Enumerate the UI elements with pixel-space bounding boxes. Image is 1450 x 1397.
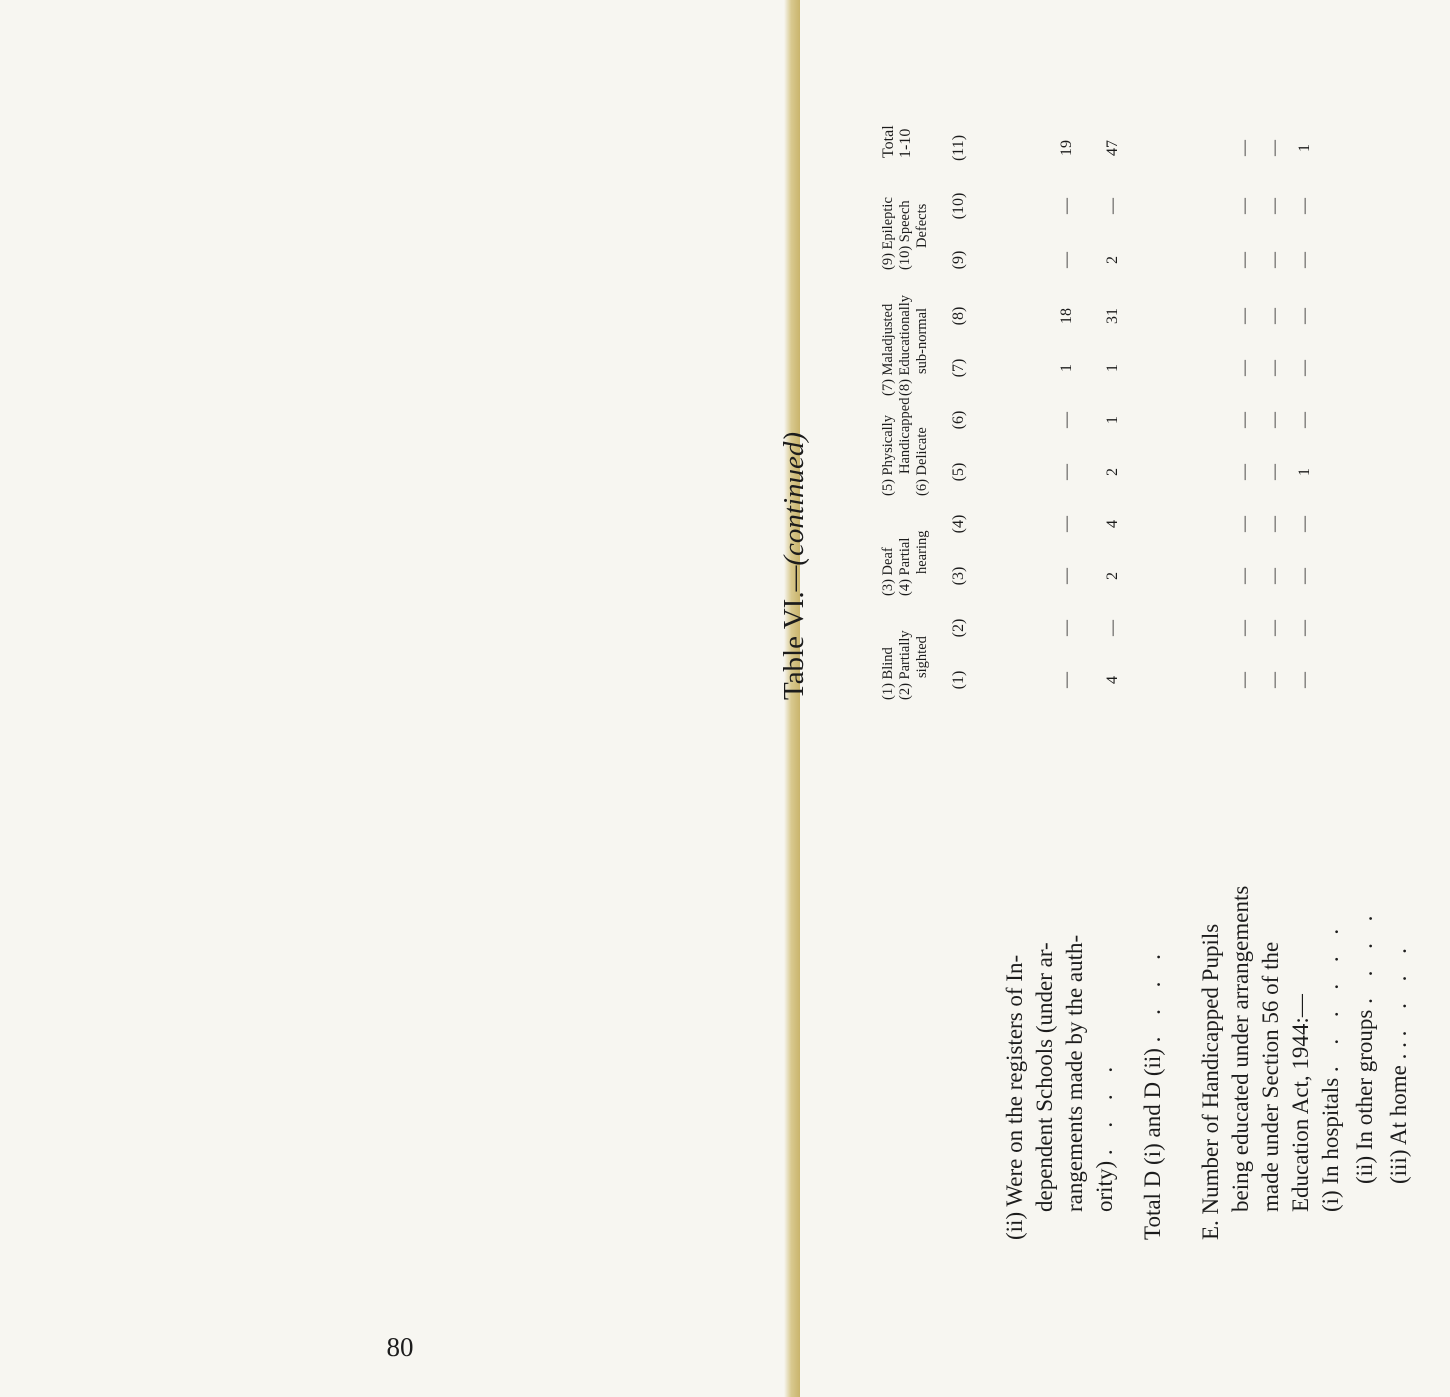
- cell: —: [1058, 672, 1075, 688]
- cell: —: [1266, 360, 1283, 376]
- table-row-independent-schools: [1058, 110, 1088, 700]
- header-line: (10) Speech: [897, 200, 913, 270]
- cell: —: [1104, 198, 1121, 214]
- cell: —: [1058, 198, 1075, 214]
- cell: —: [1296, 198, 1313, 214]
- row-label-section-e: [1196, 720, 1316, 1240]
- cell: —: [1296, 308, 1313, 324]
- cell: —: [1266, 412, 1283, 428]
- cell: —: [1058, 620, 1075, 636]
- table-row-hospitals: [1236, 110, 1266, 700]
- label-line: made under Section 56 of the: [1258, 941, 1283, 1212]
- header-epileptic-speech: [880, 197, 931, 270]
- label-line: Education Act, 1944:—: [1288, 994, 1313, 1212]
- label-line: Total D (i) and D (ii): [1140, 1048, 1165, 1240]
- header-line: 1-10: [897, 128, 914, 158]
- label-line: (i) In hospitals: [1318, 1077, 1343, 1212]
- cell: —: [1236, 464, 1253, 480]
- cell: —: [1236, 568, 1253, 584]
- column-number: (3): [950, 566, 967, 586]
- header-line: (1) Blind: [880, 647, 896, 700]
- cell: —: [1058, 464, 1075, 480]
- label-line: E. Number of Handicapped Pupils: [1198, 923, 1223, 1240]
- header-line: (2) Partially: [897, 630, 913, 700]
- header-physically-handicapped-delicate: [880, 398, 931, 497]
- cell: —: [1104, 620, 1121, 636]
- cell: —: [1266, 620, 1283, 636]
- row-label-hospitals: [1316, 720, 1346, 1240]
- row-label-other-groups: [1350, 720, 1380, 1240]
- table-row-other-groups: [1266, 110, 1296, 700]
- cell: —: [1236, 672, 1253, 688]
- cell: 1: [1296, 468, 1313, 476]
- cell: —: [1058, 568, 1075, 584]
- header-line: (8) Educationally: [897, 294, 913, 396]
- cell: 1: [1296, 144, 1313, 152]
- cell: —: [1266, 568, 1283, 584]
- label-line: rangements made by the auth-: [1062, 934, 1087, 1212]
- header-line: (9) Epileptic: [880, 197, 896, 270]
- title-text: Table VI.: [778, 591, 810, 700]
- row-label-at-home: [1384, 720, 1414, 1240]
- cell: —: [1266, 516, 1283, 532]
- cell: 19: [1058, 140, 1075, 156]
- row-label-independent-schools: [1000, 720, 1120, 1240]
- cell: —: [1236, 308, 1253, 324]
- column-numbers: [950, 110, 980, 700]
- column-number: (8): [950, 306, 967, 326]
- cell: 4: [1104, 676, 1121, 684]
- leader-dots: . . . . . .: [1318, 920, 1343, 1073]
- cell: 1: [1104, 416, 1121, 424]
- cell: —: [1236, 252, 1253, 268]
- cell: —: [1296, 360, 1313, 376]
- page-number: 80: [386, 1332, 414, 1362]
- rotated-table: [760, 90, 1450, 1240]
- table-row-total-d: [1104, 110, 1134, 700]
- header-line: (3) Deaf: [880, 547, 896, 596]
- row-label-total-d: [1138, 720, 1168, 1240]
- label-line: being educated under arrangements: [1228, 885, 1253, 1212]
- column-number: (7): [950, 358, 967, 378]
- header-line: (6) Delicate: [914, 427, 930, 496]
- cell: —: [1266, 672, 1283, 688]
- table-row-at-home: [1296, 110, 1326, 700]
- header-line: hearing: [914, 530, 930, 574]
- cell: —: [1296, 252, 1313, 268]
- cell: 47: [1104, 140, 1121, 156]
- header-line: sub-normal: [914, 307, 930, 374]
- column-number: (5): [950, 462, 967, 482]
- column-number: (11): [950, 134, 967, 162]
- column-number: (1): [950, 670, 967, 690]
- cell: —: [1296, 412, 1313, 428]
- cell: —: [1236, 516, 1253, 532]
- header-line: Defects: [914, 203, 930, 248]
- leader-dots: . . . .: [1092, 1058, 1117, 1156]
- cell: —: [1236, 412, 1253, 428]
- cell: —: [1266, 308, 1283, 324]
- header-line: (5) Physically: [880, 415, 896, 496]
- header-line: (7) Maladjusted: [880, 303, 896, 396]
- column-number: (6): [950, 410, 967, 430]
- label-line: ority): [1092, 1160, 1117, 1212]
- cell: —: [1058, 516, 1075, 532]
- header-line: (4) Partial: [897, 537, 913, 596]
- label-line: (iii) At home . .: [1386, 1042, 1411, 1184]
- header-line: Total: [880, 125, 897, 158]
- cell: 18: [1058, 308, 1075, 324]
- header-blind-partially-sighted: [880, 630, 931, 700]
- leader-dots: . . . .: [1140, 946, 1165, 1043]
- cell: —: [1266, 252, 1283, 268]
- cell: —: [1236, 198, 1253, 214]
- cell: 2: [1104, 256, 1121, 264]
- cell: —: [1058, 412, 1075, 428]
- header-maladjusted-subnormal: [880, 295, 931, 396]
- header-total: [880, 125, 914, 158]
- cell: —: [1266, 464, 1283, 480]
- table-title: [778, 432, 811, 700]
- cell: 2: [1104, 468, 1121, 476]
- cell: 1: [1058, 364, 1075, 372]
- label-line: dependent Schools (under ar-: [1032, 942, 1057, 1212]
- column-number: (4): [950, 514, 967, 534]
- leader-dots: . . . .: [1352, 907, 1377, 1004]
- header-line: sighted: [914, 636, 930, 678]
- cell: —: [1236, 360, 1253, 376]
- cell: —: [1058, 252, 1075, 268]
- leader-dots: . . . .: [1386, 940, 1411, 1037]
- cell: —: [1266, 198, 1283, 214]
- cell: 2: [1104, 572, 1121, 580]
- column-number: (9): [950, 250, 967, 270]
- column-number: (2): [950, 618, 967, 638]
- cell: —: [1296, 516, 1313, 532]
- cell: —: [1296, 672, 1313, 688]
- cell: 4: [1104, 520, 1121, 528]
- cell: —: [1236, 620, 1253, 636]
- cell: —: [1236, 140, 1253, 156]
- header-line: Handicapped: [897, 397, 913, 474]
- cell: —: [1296, 620, 1313, 636]
- title-suffix: —(continued): [778, 431, 810, 592]
- cell: —: [1266, 140, 1283, 156]
- cell: 31: [1104, 308, 1121, 324]
- cell: —: [1296, 568, 1313, 584]
- cell: 1: [1104, 364, 1121, 372]
- label-line: (ii) Were on the registers of In-: [1002, 954, 1027, 1240]
- label-line: (ii) In other groups: [1352, 1009, 1377, 1184]
- column-number: (10): [950, 192, 967, 220]
- header-deaf-partial-hearing: [880, 531, 931, 596]
